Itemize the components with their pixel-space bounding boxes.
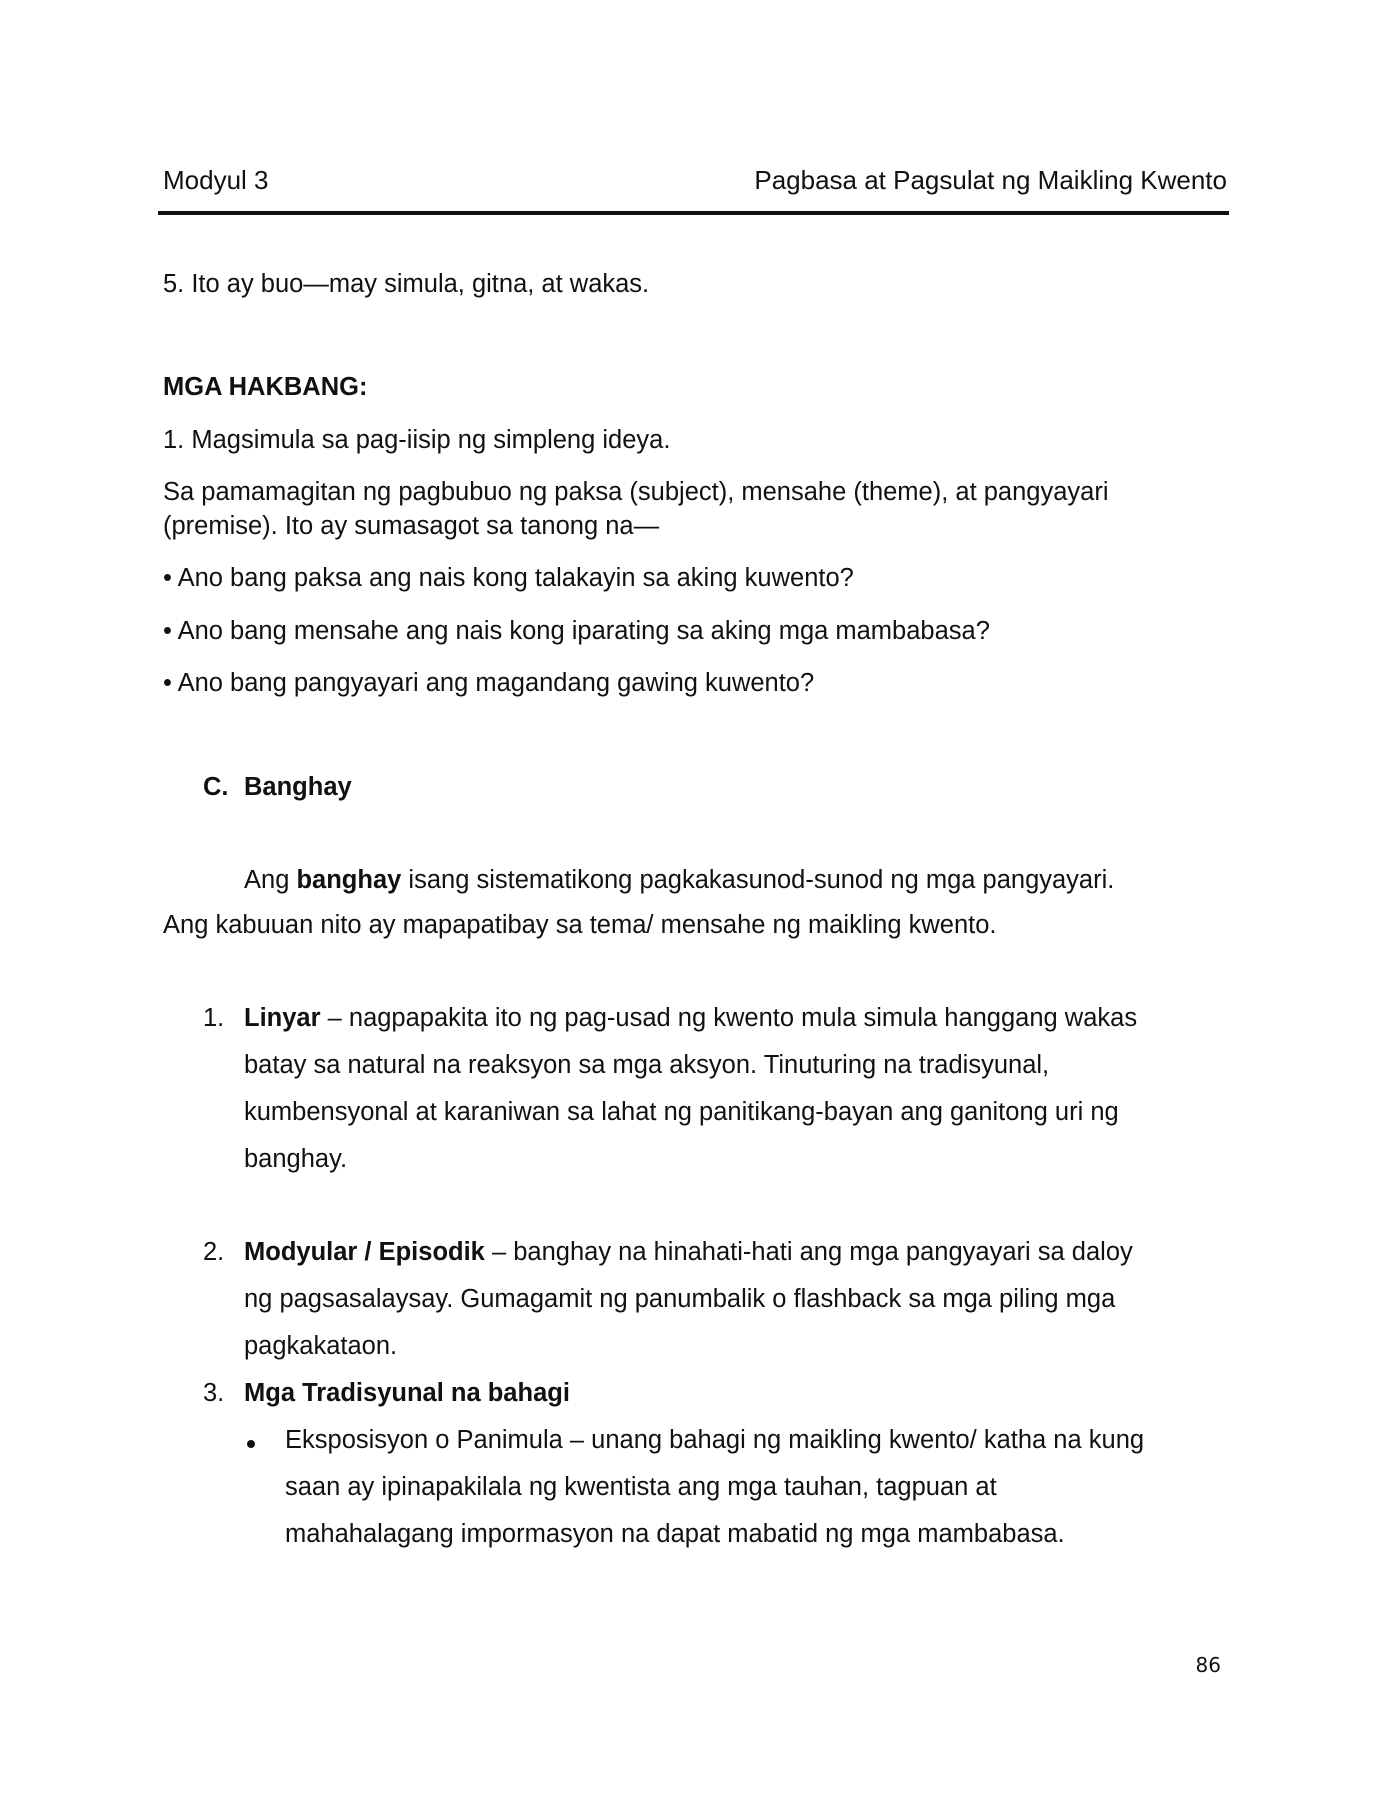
type-2-first-line bbox=[244, 1237, 1133, 1267]
bullet-icon bbox=[247, 1440, 255, 1448]
type-1-number: 1. bbox=[203, 1004, 225, 1032]
type-1-desc: – nagpapakita ito ng pag-usad ng kwento mula simula hanggang wakas bbox=[320, 1004, 1138, 1032]
steps-heading: MGA HAKBANG: bbox=[163, 373, 368, 401]
section-c-label: C. bbox=[203, 773, 229, 801]
type-2-line-2: ng pagsasalaysay. Gumagamit ng panumbalik o flashback sa mga piling mga bbox=[244, 1285, 1116, 1313]
type-1-first-line bbox=[244, 1003, 1137, 1033]
question-2: • Ano bang mensahe ang nais kong iparating sa aking mga mambabasa? bbox=[163, 617, 990, 645]
type-3-term: Mga Tradisyunal na bahagi bbox=[244, 1379, 570, 1407]
section-c-title: Banghay bbox=[244, 773, 352, 801]
question-1: • Ano bang paksa ang nais kong talakayin sa aking kuwento? bbox=[163, 564, 854, 592]
sub-bullet-line-2: saan ay ipinapakilala ng kwentista ang mga tauhan, tagpuan at bbox=[285, 1473, 997, 1501]
type-1-line-4: banghay. bbox=[244, 1145, 348, 1173]
banghay-term: banghay bbox=[296, 866, 402, 894]
header-module-title: Pagbasa at Pagsulat ng Maikling Kwento bbox=[754, 165, 1227, 195]
banghay-def-post: isang sistematikong pagkakasunod-sunod ng mga pangyayari. bbox=[401, 866, 1115, 894]
type-2-desc: – banghay na hinahati-hati ang mga pangyayari sa daloy bbox=[484, 1238, 1133, 1266]
intro-item-5: 5. Ito ay buo—may simula, gitna, at wakas. bbox=[163, 270, 650, 298]
sub-bullet-line-1: Eksposisyon o Panimula – unang bahagi ng maikling kwento/ katha na kung bbox=[285, 1426, 1145, 1454]
type-1-term: Linyar bbox=[244, 1004, 321, 1032]
header-divider bbox=[158, 211, 1229, 215]
header-module-label: Modyul 3 bbox=[163, 165, 269, 195]
type-2-number: 2. bbox=[203, 1238, 225, 1266]
question-3: • Ano bang pangyayari ang magandang gawing kuwento? bbox=[163, 669, 815, 697]
sub-bullet-line-3: mahahalagang impormasyon na dapat mabatid ng mga mambabasa. bbox=[285, 1520, 1065, 1548]
banghay-def-pre: Ang bbox=[244, 866, 297, 894]
type-1-line-2: batay sa natural na reaksyon sa mga aksyon. Tinuturing na tradisyunal, bbox=[244, 1051, 1050, 1079]
type-3-number: 3. bbox=[203, 1379, 225, 1407]
page-number: 86 bbox=[1195, 1653, 1221, 1677]
banghay-definition-line-1 bbox=[244, 865, 1114, 895]
steps-paragraph-line-1: Sa pamamagitan ng pagbubuo ng paksa (subject), mensahe (theme), at pangyayari bbox=[163, 478, 1109, 506]
steps-paragraph-line-2: (premise). Ito ay sumasagot sa tanong na— bbox=[163, 512, 660, 540]
type-2-term: Modyular / Episodik bbox=[244, 1238, 485, 1266]
type-1-line-3: kumbensyonal at karaniwan sa lahat ng panitikang-bayan ang ganitong uri ng bbox=[244, 1098, 1119, 1126]
banghay-definition-line-2: Ang kabuuan nito ay mapapatibay sa tema/ mensahe ng maikling kwento. bbox=[163, 911, 997, 939]
step-1: 1. Magsimula sa pag-iisip ng simpleng ideya. bbox=[163, 426, 671, 454]
type-2-line-3: pagkakataon. bbox=[244, 1332, 398, 1360]
